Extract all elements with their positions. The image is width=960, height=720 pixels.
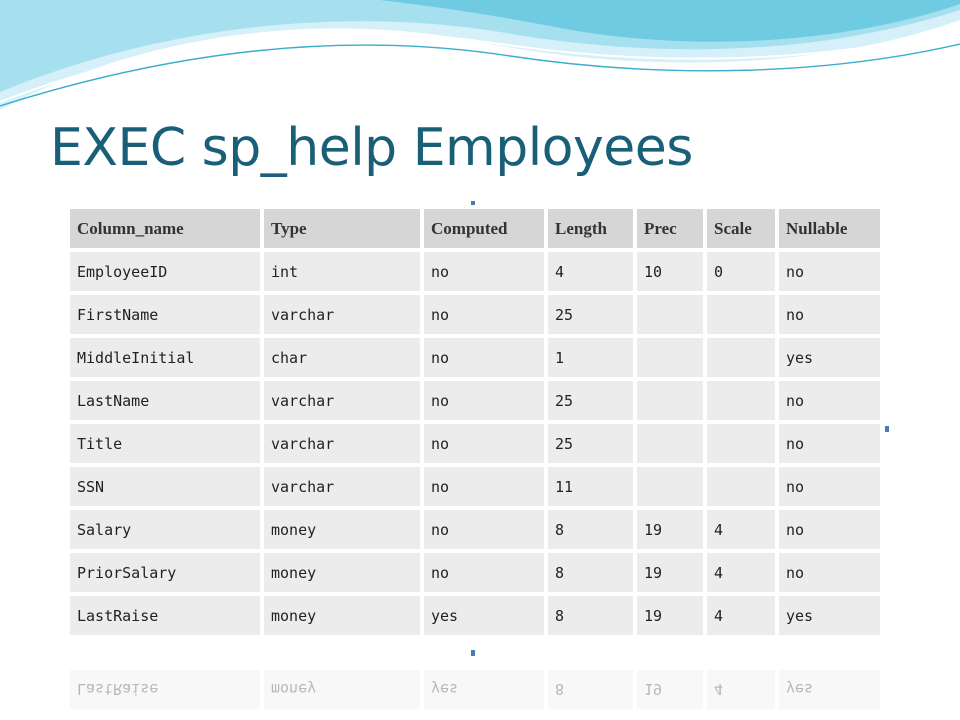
column-header: Scale [707,209,775,248]
column-header: Nullable [779,209,880,248]
table-cell: no [424,467,544,506]
table-cell: 25 [548,381,633,420]
table-cell: 25 [548,424,633,463]
sp-help-result-table-image [66,205,884,650]
table-cell: MiddleInitial [70,338,260,377]
table-row [70,467,880,506]
table-cell: 8 [548,553,633,592]
table-cell: money [264,596,420,635]
result-table [66,205,884,639]
table-cell: SSN [70,467,260,506]
table-cell: 10 [637,252,703,291]
table-row [70,338,880,377]
table-row [70,424,880,463]
table-cell: money [264,670,420,709]
table-cell [707,338,775,377]
table-cell: LastRaise [70,596,260,635]
table-cell: EmployeeID [70,252,260,291]
table-cell: no [779,381,880,420]
table-cell [707,295,775,334]
table-cell: varchar [264,295,420,334]
table-cell: varchar [264,424,420,463]
table-cell: no [779,424,880,463]
table-row [70,670,880,709]
table-cell: 19 [637,596,703,635]
table-cell: money [264,553,420,592]
table-cell [637,467,703,506]
table-cell [637,381,703,420]
table-cell: no [424,424,544,463]
table-cell: char [264,338,420,377]
table-cell: no [424,510,544,549]
table-cell: varchar [264,467,420,506]
table-cell: LastName [70,381,260,420]
table-cell: no [779,510,880,549]
table-cell: no [424,295,544,334]
table-cell: 11 [548,467,633,506]
column-header: Prec [637,209,703,248]
table-cell: 4 [707,553,775,592]
table-cell: varchar [264,381,420,420]
table-cell: 8 [548,510,633,549]
table-cell: 19 [637,510,703,549]
table-cell: yes [779,596,880,635]
table-cell: Title [70,424,260,463]
table-cell: no [424,553,544,592]
table-cell: 4 [707,510,775,549]
table-cell: Salary [70,510,260,549]
table-cell: 19 [637,670,703,709]
header-wave-decoration [0,0,960,120]
table-cell: no [779,553,880,592]
table-cell: LastRaise [70,670,260,709]
table-cell: 8 [548,670,633,709]
table-cell: 1 [548,338,633,377]
table-row [70,381,880,420]
table-cell: 4 [548,252,633,291]
table-cell: no [779,252,880,291]
table-cell: no [424,381,544,420]
table-cell: no [424,338,544,377]
column-header: Computed [424,209,544,248]
table-cell: 4 [707,596,775,635]
table-reflection [66,666,884,720]
table-cell: no [424,252,544,291]
table-cell: no [779,467,880,506]
table-cell [637,338,703,377]
column-header: Column_name [70,209,260,248]
table-cell [707,381,775,420]
table-row [70,553,880,592]
table-cell: 8 [548,596,633,635]
bullet-marker [885,426,889,432]
table-row [70,510,880,549]
table-cell: FirstName [70,295,260,334]
table-cell: yes [779,338,880,377]
table-cell [707,424,775,463]
table-cell: 0 [707,252,775,291]
table-row [70,252,880,291]
table-row [70,295,880,334]
table-cell: money [264,510,420,549]
reflection-flip [66,666,884,713]
table-row [70,596,880,635]
table-cell [637,424,703,463]
slide-title: EXEC sp_help Employees [50,118,693,178]
table-cell: 19 [637,553,703,592]
table-cell: PriorSalary [70,553,260,592]
table-cell: yes [779,670,880,709]
table-cell [707,467,775,506]
column-header: Length [548,209,633,248]
reflected-row [66,666,884,713]
bullet-marker [471,650,475,656]
table-cell: int [264,252,420,291]
table-header-row [70,209,880,248]
table-cell: yes [424,670,544,709]
table-cell: 4 [707,670,775,709]
table-cell: yes [424,596,544,635]
table-cell: no [779,295,880,334]
table-cell [637,295,703,334]
table-cell: 25 [548,295,633,334]
column-header: Type [264,209,420,248]
